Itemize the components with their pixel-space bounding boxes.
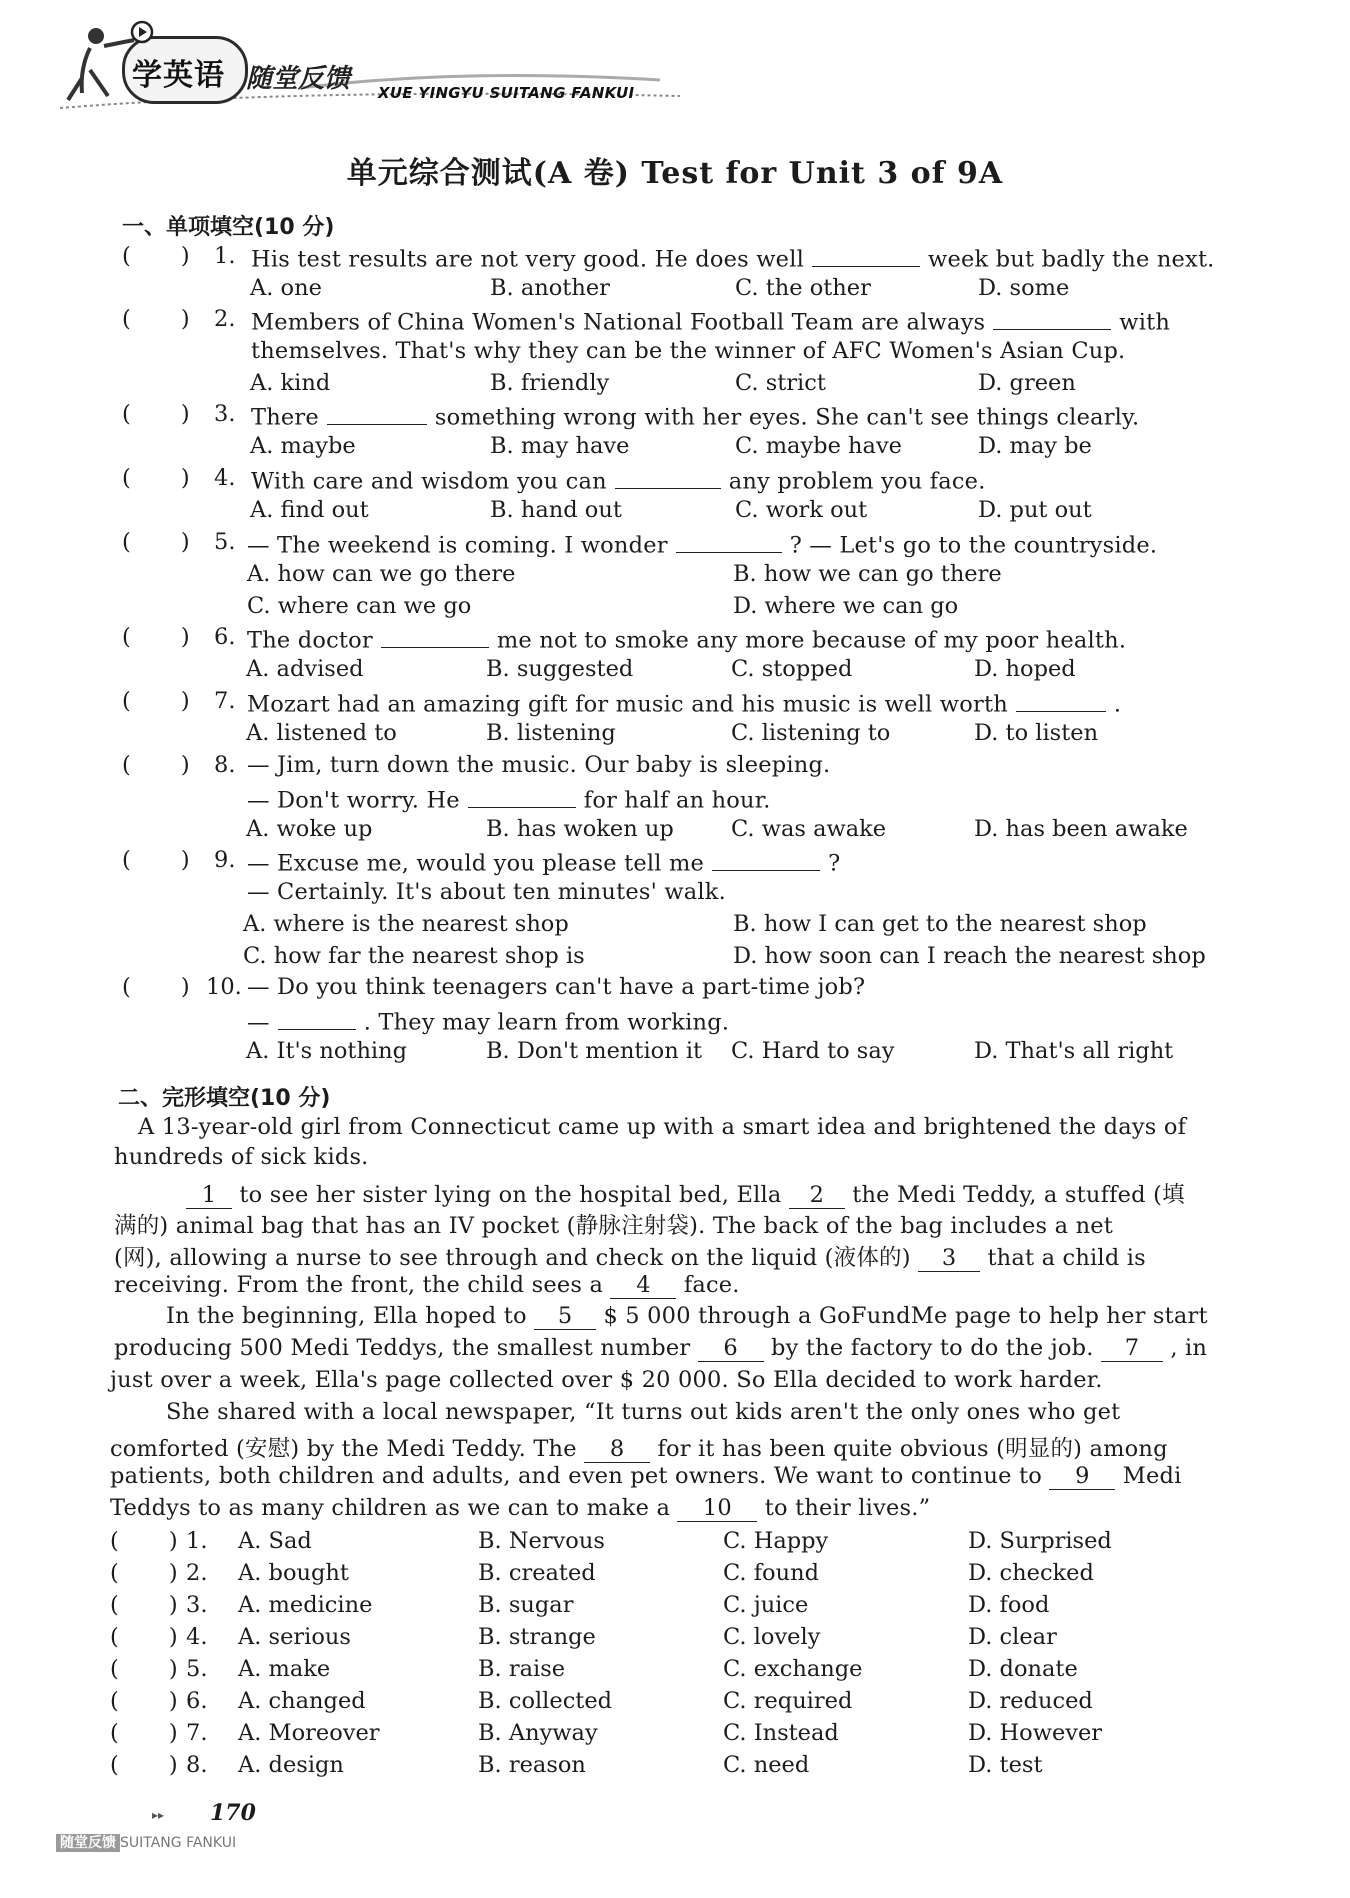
option-item[interactable]: B. reason	[478, 1752, 586, 1778]
passage-line: A 13-year-old girl from Connecticut came up with a smart idea and brightened the days of	[138, 1114, 1187, 1140]
passage-line: receiving. From the front, the child sees a 4 face.	[114, 1272, 740, 1298]
option-item[interactable]: B. hand out	[490, 497, 622, 523]
option-item[interactable]: A. kind	[250, 370, 331, 396]
question-stem: themselves. That's why they can be the winner of AFC Women's Asian Cup.	[251, 338, 1126, 364]
answer-paren[interactable]: ( )	[122, 465, 190, 491]
question-stem	[247, 529, 1157, 559]
cloze-blank: 5	[534, 1303, 596, 1330]
question-stem	[247, 688, 1121, 718]
option-item[interactable]: B. suggested	[486, 656, 634, 682]
cloze-blank: 7	[1101, 1335, 1163, 1362]
answer-paren[interactable]: ( )	[110, 1752, 178, 1778]
stem-text: — Do you think teenagers can't have a part-time job?	[247, 974, 866, 1000]
option-item[interactable]: A. make	[238, 1656, 331, 1682]
question-stem	[247, 784, 771, 814]
answer-paren[interactable]: ( )	[122, 529, 190, 555]
option-item[interactable]: D. green	[978, 370, 1076, 396]
option-item[interactable]: D. some	[978, 275, 1070, 301]
stem-text: any problem you face.	[728, 468, 986, 495]
option-item[interactable]: C. exchange	[723, 1656, 863, 1682]
play-icon	[130, 20, 154, 44]
stem-text: — Don't worry. He	[247, 787, 460, 814]
option-item[interactable]: A. how can we go there	[247, 561, 516, 587]
question-number: 6.	[214, 624, 236, 650]
question-stem	[247, 974, 865, 1000]
stem-text: .	[1113, 691, 1122, 718]
page-title: 单元综合测试(A 卷) Test for Unit 3 of 9A	[346, 156, 1004, 191]
cloze-blank: 4	[610, 1272, 676, 1299]
option-item[interactable]: A. listened to	[246, 720, 397, 746]
option-item[interactable]: B. sugar	[478, 1592, 574, 1618]
answer-blank[interactable]	[327, 401, 427, 425]
footer-arrows-icon: ▸▸	[152, 1808, 165, 1822]
option-item[interactable]: B. raise	[478, 1656, 566, 1682]
option-item[interactable]: C. where can we go	[247, 593, 472, 619]
stem-text: There	[251, 404, 319, 431]
logo-pinyin: XUE YINGYU SUITANG FANKUI	[378, 84, 635, 102]
question-number: 2.	[186, 1560, 208, 1586]
passage-line: (网), allowing a nurse to see through and check on the liquid (液体的) 3 that a child is	[114, 1245, 1146, 1271]
answer-paren[interactable]: ( )	[122, 401, 190, 427]
option-item[interactable]: C. the other	[735, 275, 871, 301]
question-number: 1.	[214, 243, 236, 269]
option-item[interactable]: C. juice	[723, 1592, 809, 1618]
answer-paren[interactable]: ( )	[122, 752, 190, 778]
question-stem	[247, 624, 1126, 654]
question-stem	[251, 465, 986, 495]
option-item[interactable]: D. However	[968, 1720, 1103, 1746]
option-item[interactable]: D. has been awake	[974, 816, 1188, 842]
logo-title: 学英语	[132, 58, 225, 93]
option-item[interactable]: C. lovely	[723, 1624, 821, 1650]
passage-line: just over a week, Ella's page collected over $ 20 000. So Ella decided to work harder.	[110, 1367, 1103, 1393]
option-item[interactable]: C. Happy	[723, 1528, 829, 1554]
question-stem	[247, 847, 840, 877]
passage-line: In the beginning, Ella hoped to 5 $ 5 000 through a GoFundMe page to help her start	[166, 1303, 1208, 1329]
option-item[interactable]: D. food	[968, 1592, 1050, 1618]
answer-paren[interactable]: ( )	[122, 306, 190, 332]
passage-line: comforted (安慰) by the Medi Teddy. The 8 for it has been quite obvious (明显的) among	[110, 1436, 1168, 1462]
header-logo	[60, 18, 680, 118]
question-number: 2.	[214, 306, 236, 332]
passage-line: She shared with a local newspaper, “It turns out kids aren't the only ones who get	[166, 1399, 1121, 1425]
option-item[interactable]: A. bought	[238, 1560, 349, 1586]
answer-paren[interactable]: ( )	[110, 1688, 178, 1714]
question-number: 7.	[214, 688, 236, 714]
question-number: 10.	[206, 974, 242, 1000]
answer-blank[interactable]	[712, 847, 820, 871]
cloze-blank: 8	[584, 1436, 650, 1463]
answer-paren[interactable]: ( )	[110, 1720, 178, 1746]
stem-text: His test results are not very good. He does well	[251, 246, 804, 273]
question-number: 3.	[186, 1592, 208, 1618]
question-number: 4.	[214, 465, 236, 491]
question-number: 9.	[214, 847, 236, 873]
stem-text: — The weekend is coming. I wonder	[247, 532, 668, 559]
option-item[interactable]: B. listening	[486, 720, 616, 746]
option-item[interactable]: A. maybe	[250, 433, 356, 459]
stem-text: week but badly the next.	[928, 246, 1215, 273]
stem-text: With care and wisdom you can	[251, 468, 607, 495]
question-stem	[247, 1006, 729, 1036]
stem-text: for half an hour.	[583, 787, 771, 814]
answer-blank[interactable]	[812, 243, 920, 267]
option-item[interactable]: C. Hard to say	[731, 1038, 895, 1064]
option-item[interactable]: A. where is the nearest shop	[243, 911, 569, 937]
answer-paren[interactable]: ( )	[122, 243, 190, 269]
stem-text: ?	[828, 850, 841, 877]
option-item[interactable]: B. Don't mention it	[486, 1038, 703, 1064]
page-number: 170	[210, 1800, 256, 1826]
option-item[interactable]: A. find out	[250, 497, 369, 523]
question-stem	[251, 243, 1215, 273]
question-number: 8.	[214, 752, 236, 778]
option-item[interactable]: B. another	[490, 275, 610, 301]
answer-paren[interactable]: ( )	[122, 624, 190, 650]
option-item[interactable]: B. Nervous	[478, 1528, 605, 1554]
question-number: 6.	[186, 1688, 208, 1714]
answer-blank[interactable]	[993, 306, 1111, 330]
option-item[interactable]: D. to listen	[974, 720, 1099, 746]
stem-text: . They may learn from working.	[363, 1009, 730, 1036]
option-item[interactable]: B. collected	[478, 1688, 613, 1714]
option-item[interactable]: D. may be	[978, 433, 1092, 459]
question-stem	[251, 401, 1139, 431]
stem-text: —	[247, 1009, 270, 1036]
question-stem	[247, 752, 830, 778]
answer-paren[interactable]: ( )	[110, 1624, 178, 1650]
section-2-heading: 二、完形填空(10 分)	[118, 1086, 331, 1111]
stem-text: something wrong with her eyes. She can't see things clearly.	[434, 404, 1140, 431]
option-item[interactable]: D. reduced	[968, 1688, 1093, 1714]
answer-paren[interactable]: ( )	[122, 688, 190, 714]
option-item[interactable]: A. Sad	[238, 1528, 312, 1554]
logo-subtitle: 随堂反馈	[246, 64, 351, 94]
option-item[interactable]: B. friendly	[490, 370, 610, 396]
stem-text: me not to smoke any more because of my poor health.	[496, 627, 1127, 654]
answer-paren[interactable]: ( )	[110, 1528, 178, 1554]
passage-line: Teddys to as many children as we can to make a 10 to their lives.”	[110, 1495, 931, 1521]
option-item[interactable]: D. checked	[968, 1560, 1094, 1586]
question-number: 3.	[214, 401, 236, 427]
option-item[interactable]: B. Anyway	[478, 1720, 598, 1746]
option-item[interactable]: C. how far the nearest shop is	[243, 943, 585, 969]
option-item[interactable]: C. Instead	[723, 1720, 839, 1746]
option-item[interactable]: A. Moreover	[238, 1720, 380, 1746]
option-item[interactable]: C. required	[723, 1688, 853, 1714]
stem-text: with	[1119, 309, 1171, 336]
answer-paren[interactable]: ( )	[110, 1656, 178, 1682]
answer-blank[interactable]	[1016, 688, 1106, 712]
answer-paren[interactable]: ( )	[122, 974, 190, 1000]
option-item[interactable]: C. strict	[735, 370, 826, 396]
answer-blank[interactable]	[381, 624, 489, 648]
option-item[interactable]: A. advised	[246, 656, 364, 682]
option-item[interactable]: A. changed	[238, 1688, 366, 1714]
question-number: 5.	[214, 529, 236, 555]
option-item[interactable]: A. woke up	[246, 816, 373, 842]
answer-blank[interactable]	[278, 1006, 356, 1030]
option-item[interactable]: D. donate	[968, 1656, 1078, 1682]
option-item[interactable]: D. Surprised	[968, 1528, 1112, 1554]
passage-line: producing 500 Medi Teddys, the smallest number 6 by the factory to do the job. 7 , in	[114, 1335, 1208, 1361]
option-item[interactable]: C. stopped	[731, 656, 853, 682]
option-item[interactable]: D. hoped	[974, 656, 1076, 682]
footer-tag: 随堂反馈 SUITANG FANKUI	[56, 1832, 236, 1852]
cloze-blank: 6	[698, 1335, 764, 1362]
section-1-heading: 一、单项填空(10 分)	[122, 215, 335, 240]
option-item[interactable]: D. how soon can I reach the nearest shop	[733, 943, 1206, 969]
option-item[interactable]: A. design	[238, 1752, 344, 1778]
option-item[interactable]: A. medicine	[238, 1592, 373, 1618]
stem-text: ? — Let's go to the countryside.	[789, 532, 1158, 559]
option-item[interactable]: C. need	[723, 1752, 810, 1778]
option-item[interactable]: B. how we can go there	[733, 561, 1002, 587]
answer-paren[interactable]: ( )	[122, 847, 190, 873]
question-number: 7.	[186, 1720, 208, 1746]
option-item[interactable]: A. one	[250, 275, 322, 301]
answer-blank[interactable]	[676, 529, 782, 553]
option-item[interactable]: C. maybe have	[735, 433, 902, 459]
stem-text: The doctor	[247, 627, 373, 654]
passage-line: 1 to see her sister lying on the hospital bed, Ella 2 the Medi Teddy, a stuffed (填	[186, 1177, 1185, 1209]
question-number: 1.	[186, 1528, 208, 1554]
option-item[interactable]: B. strange	[478, 1624, 596, 1650]
cloze-blank: 10	[677, 1495, 757, 1522]
question-number: 8.	[186, 1752, 208, 1778]
cloze-blank: 3	[918, 1245, 980, 1272]
option-item[interactable]: D. clear	[968, 1624, 1057, 1650]
answer-paren[interactable]: ( )	[110, 1560, 178, 1586]
option-item[interactable]: D. where we can go	[733, 593, 959, 619]
passage-line: patients, both children and adults, and even pet owners. We want to continue to 9 Medi	[110, 1463, 1182, 1489]
stem-text: — Jim, turn down the music. Our baby is sleeping.	[247, 752, 831, 778]
option-item[interactable]: D. put out	[978, 497, 1092, 523]
option-item[interactable]: B. has woken up	[486, 816, 674, 842]
stem-text: Members of China Women's National Football Team are always	[251, 309, 986, 336]
option-item[interactable]: C. listening to	[731, 720, 891, 746]
answer-paren[interactable]: ( )	[110, 1592, 178, 1618]
option-item[interactable]: B. may have	[490, 433, 630, 459]
question-number: 5.	[186, 1656, 208, 1682]
option-item[interactable]: C. found	[723, 1560, 819, 1586]
option-item[interactable]: C. was awake	[731, 816, 887, 842]
cloze-blank: 9	[1049, 1463, 1115, 1490]
option-item[interactable]: A. serious	[238, 1624, 351, 1650]
question-stem: — Certainly. It's about ten minutes' walk.	[247, 879, 726, 905]
option-item[interactable]: C. work out	[735, 497, 868, 523]
cloze-blank: 1	[186, 1182, 232, 1209]
question-stem	[251, 306, 1170, 336]
stem-text: — Excuse me, would you please tell me	[247, 850, 705, 877]
option-item[interactable]: B. created	[478, 1560, 596, 1586]
option-item[interactable]: D. That's all right	[974, 1038, 1174, 1064]
passage-line: hundreds of sick kids.	[114, 1144, 369, 1170]
option-item[interactable]: D. test	[968, 1752, 1043, 1778]
cloze-blank: 2	[789, 1182, 845, 1209]
answer-blank[interactable]	[615, 465, 721, 489]
option-item[interactable]: A. It's nothing	[246, 1038, 408, 1064]
option-item[interactable]: B. how I can get to the nearest shop	[733, 911, 1147, 937]
stem-text: Mozart had an amazing gift for music and his music is well worth	[247, 691, 1008, 718]
answer-blank[interactable]	[468, 784, 576, 808]
question-number: 4.	[186, 1624, 208, 1650]
passage-line: 满的) animal bag that has an IV pocket (静脉注射袋). The back of the bag includes a net	[114, 1213, 1114, 1239]
